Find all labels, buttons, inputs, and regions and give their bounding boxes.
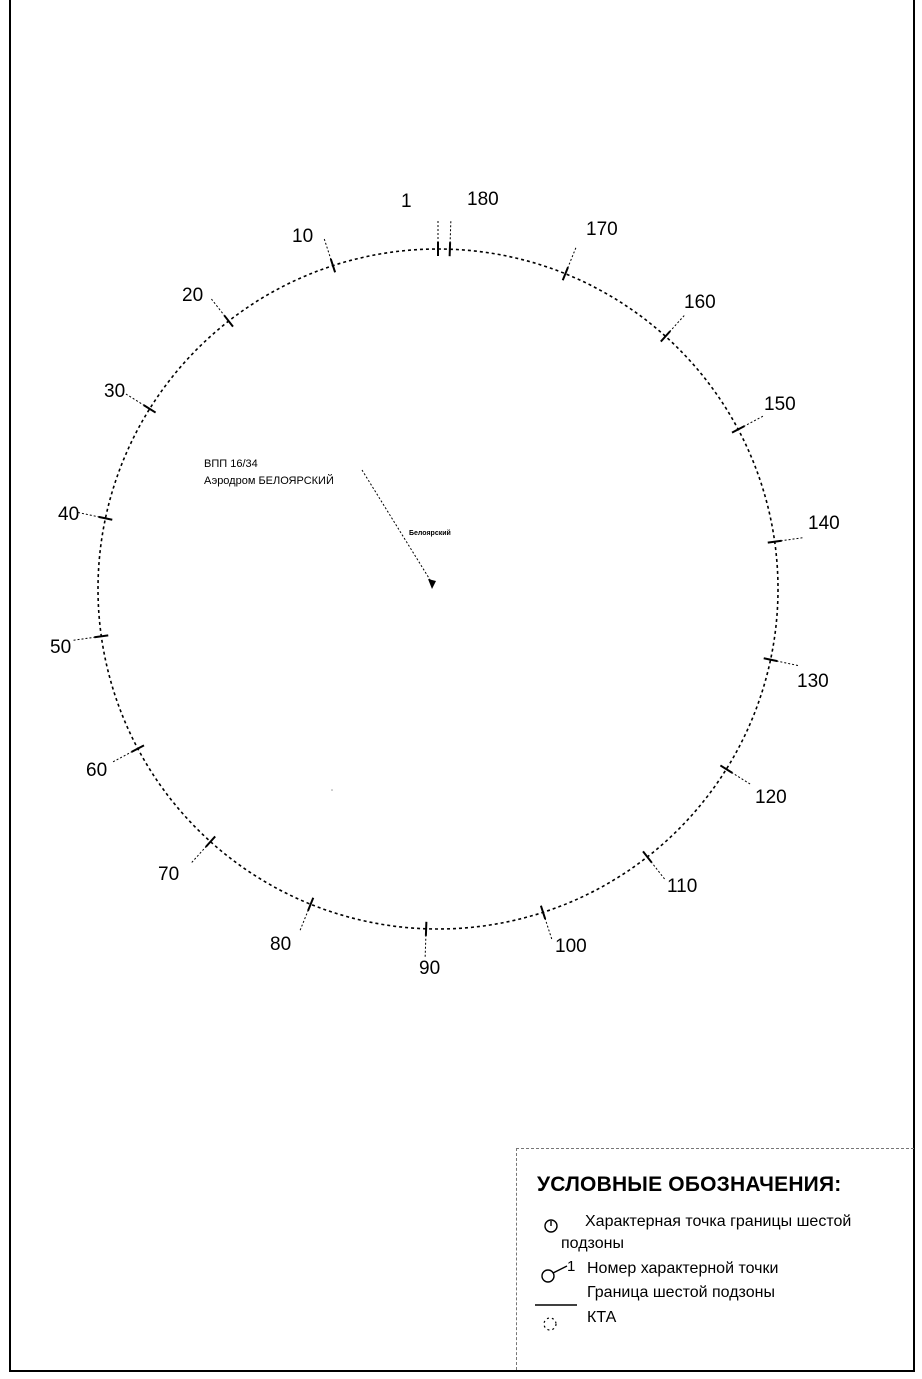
leader-90: [425, 935, 426, 959]
legend-point-number-text: Номер характерной точки: [587, 1260, 779, 1277]
leader-20: [210, 297, 225, 316]
leader-150: [743, 415, 764, 426]
leader-50: [72, 637, 96, 640]
point-label-100: 100: [555, 936, 587, 957]
kta-icon: [537, 1311, 567, 1335]
point-label-160: 160: [684, 292, 716, 313]
point-label-50: 50: [50, 637, 72, 658]
leader-110: [651, 862, 666, 881]
characteristic-point-ticks: [94, 242, 781, 936]
leader-170: [568, 246, 577, 268]
sixth-subzone-boundary: [98, 249, 778, 929]
point-label-10: 10: [292, 226, 314, 247]
tick-120: [720, 765, 732, 772]
aerodrome-label: Аэродром БЕЛОЯРСКИЙ: [204, 475, 334, 487]
point-label-150: 150: [764, 394, 796, 415]
airport-point-label: Белоярский: [409, 530, 451, 537]
runway-label: ВПП 16/34: [204, 458, 258, 470]
leader-100: [545, 918, 552, 941]
legend: [516, 1148, 914, 1370]
leader-120: [731, 772, 751, 785]
point-label-140: 140: [808, 513, 840, 534]
tick-20: [224, 316, 233, 327]
tick-30: [144, 405, 156, 412]
leader-60: [111, 751, 132, 762]
point-label-30: 30: [104, 381, 126, 402]
tick-60: [132, 745, 144, 752]
legend-boundary-text: Граница шестой подзоны: [587, 1284, 775, 1301]
point-label-20: 20: [182, 285, 204, 306]
point-label-130: 130: [797, 671, 829, 692]
boundary-line-icon: [533, 1291, 579, 1311]
tick-150: [732, 426, 744, 433]
leader-140: [781, 538, 805, 541]
legend-kta-text: КТА: [587, 1309, 617, 1326]
leader-10: [324, 237, 331, 260]
leader-30: [124, 393, 144, 406]
point-label-40: 40: [58, 504, 80, 525]
point-label-90: 90: [419, 958, 441, 979]
point-label-180: 180: [467, 189, 499, 210]
legend-title: УСЛОВНЫЕ ОБОЗНАЧЕНИЯ:: [537, 1173, 842, 1196]
leader-160: [670, 314, 686, 332]
legend-characteristic-point-line2: подзоны: [561, 1235, 624, 1252]
tick-40: [99, 517, 113, 520]
point-number-icon: [539, 1259, 579, 1285]
leader-130: [776, 661, 799, 666]
point-label-110: 110: [667, 876, 698, 897]
kta-dot: [331, 789, 333, 791]
legend-characteristic-point-line1: Характерная точка границы шестой: [585, 1213, 852, 1230]
leader-40: [76, 512, 99, 517]
point-label-170: 170: [586, 219, 618, 240]
point-label-70: 70: [158, 864, 180, 885]
runway-leader-line: [362, 470, 432, 583]
point-label-60: 60: [86, 760, 108, 781]
tick-110: [643, 851, 652, 862]
tick-140: [768, 541, 782, 543]
point-label-leaders: [72, 219, 805, 959]
point-number-marker: 1: [567, 1259, 576, 1275]
point-label-1: 1: [401, 191, 412, 212]
tick-50: [94, 635, 108, 637]
characteristic-point-icon: [543, 1218, 559, 1234]
leader-180: [450, 219, 451, 243]
tick-130: [764, 658, 778, 661]
point-label-120: 120: [755, 787, 787, 808]
leader-70: [190, 846, 206, 864]
runway-arrow-icon: [428, 579, 436, 589]
leader-80: [299, 910, 308, 932]
point-label-80: 80: [270, 934, 292, 955]
